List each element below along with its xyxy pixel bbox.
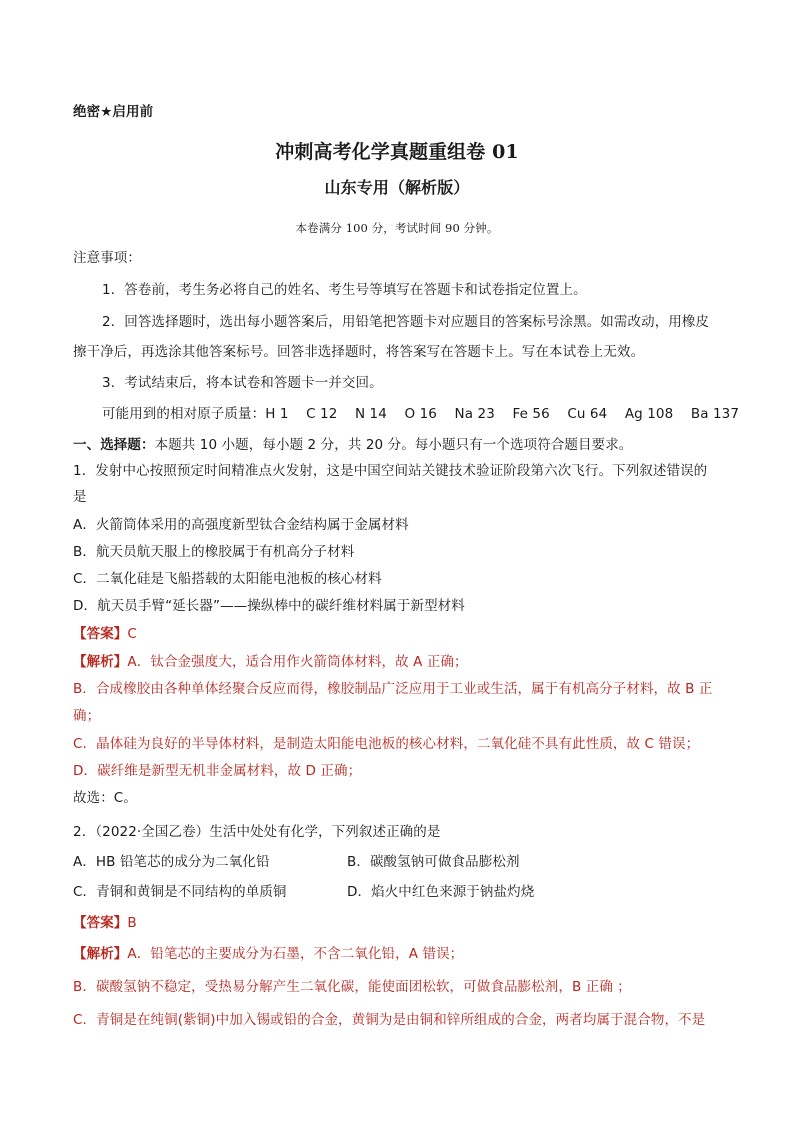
page-title: 冲刺高考化学真题重组卷 01 (275, 141, 519, 163)
q1-analysis-d: D．碳纤维是新型无机非金属材料，故 D 正确； (73, 763, 362, 779)
q2-answer-value: B (127, 915, 137, 931)
q1-analysis-a-text: A．钛合金强度大，适合用作火箭筒体材料，故 A 正确； (127, 654, 468, 670)
q2-option-d: D．焰火中红色来源于钠盐灼烧 (347, 884, 535, 900)
q1-option-c: C．二氧化硅是飞船搭载的太阳能电池板的核心材料 (73, 571, 382, 587)
q2-option-a: A．HB 铅笔芯的成分为二氧化铅 (73, 854, 270, 870)
notice-item-3: 3．考试结束后，将本试卷和答题卡一并交回。 (102, 375, 383, 391)
q1-answer-label: 【答案】 (73, 626, 128, 642)
q1-analysis-a (73, 653, 468, 671)
q1-analysis-b-line-1: B．合成橡胶由各种单体经聚合反应而得，橡胶制品广泛应用于工业或生活，属于有机高分子材料，故 B 正 (73, 681, 713, 697)
q1-stem-line-1: 1．发射中心按照预定时间精准点火发射，这是中国空间站关键技术验证阶段第六次飞行。下列叙述错误的 (73, 463, 708, 479)
section-heading-label: 一、选择题： (73, 437, 155, 453)
notice-item-2-line-2: 擦干净后，再选涂其他答案标号。回答非选择题时，将答案写在答题卡上。写在本试卷上无效。 (73, 344, 645, 360)
q2-analysis-a (73, 945, 463, 963)
q2-analysis-b: B．碳酸氢钠不稳定，受热易分解产生二氧化碳，能使面团松软，可做食品膨松剂，B 正确 ； (73, 979, 631, 995)
q2-analysis-label: 【解析】 (73, 946, 128, 962)
q2-analysis-c: C．青铜是在纯铜(紫铜)中加入锡或铅的合金，黄铜为是由铜和锌所组成的合金，两者均属于混合物，不是 (73, 1012, 706, 1028)
notice-heading: 注意事项： (73, 250, 141, 266)
q1-analysis-b-line-2: 确； (73, 708, 101, 724)
q1-option-d: D．航天员手臂“延长器”——操纵棒中的碳纤维材料属于新型材料 (73, 598, 465, 614)
q1-conclusion: 故选：C。 (73, 790, 137, 806)
q2-option-c: C．青铜和黄铜是不同结构的单质铜 (73, 884, 287, 900)
q1-answer (73, 625, 137, 643)
q1-stem-line-2: 是 (73, 489, 87, 505)
q1-option-a: A．火箭筒体采用的高强度新型钛合金结构属于金属材料 (73, 517, 409, 533)
atomic-mass-list: 可能用到的相对原子质量：H 1 C 12 N 14 O 16 Na 23 Fe 56 Cu 64 Ag 108 Ba 137 (102, 406, 740, 422)
q1-analysis-c: C．晶体硅为良好的半导体材料，是制造太阳能电池板的核心材料，二氧化硅不具有此性质，故 C 错误； (73, 736, 700, 752)
notice-item-2-line-1: 2．回答选择题时，选出每小题答案后，用铅笔把答题卡对应题目的答案标号涂黑。如需改动，用橡皮 (102, 314, 710, 330)
q2-stem: 2．（2022·全国乙卷）生活中处处有化学，下列叙述正确的是 (73, 824, 441, 840)
notice-item-1: 1．答卷前，考生务必将自己的姓名、考生号等填写在答题卡和试卷指定位置上。 (102, 282, 587, 298)
q1-analysis-label: 【解析】 (73, 654, 128, 670)
section-heading (73, 436, 632, 454)
q2-answer-label: 【答案】 (73, 915, 128, 931)
section-heading-text: 本题共 10 小题，每小题 2 分，共 20 分。每小题只有一个选项符合题目要求。 (154, 437, 633, 453)
q1-option-b: B．航天员航天服上的橡胶属于有机高分子材料 (73, 544, 355, 560)
page-subtitle: 山东专用（解析版） (324, 178, 470, 197)
q2-analysis-a-text: A．铅笔芯的主要成分为石墨，不含二氧化铅，A 错误； (127, 946, 464, 962)
q1-answer-value: C (127, 626, 137, 642)
secret-label: 绝密★启用前 (73, 104, 154, 120)
q2-option-b: B．碳酸氢钠可做食品膨松剂 (347, 854, 520, 870)
exam-note: 本卷满分 100 分，考试时间 90 分钟。 (295, 221, 499, 235)
q2-answer (73, 914, 137, 932)
